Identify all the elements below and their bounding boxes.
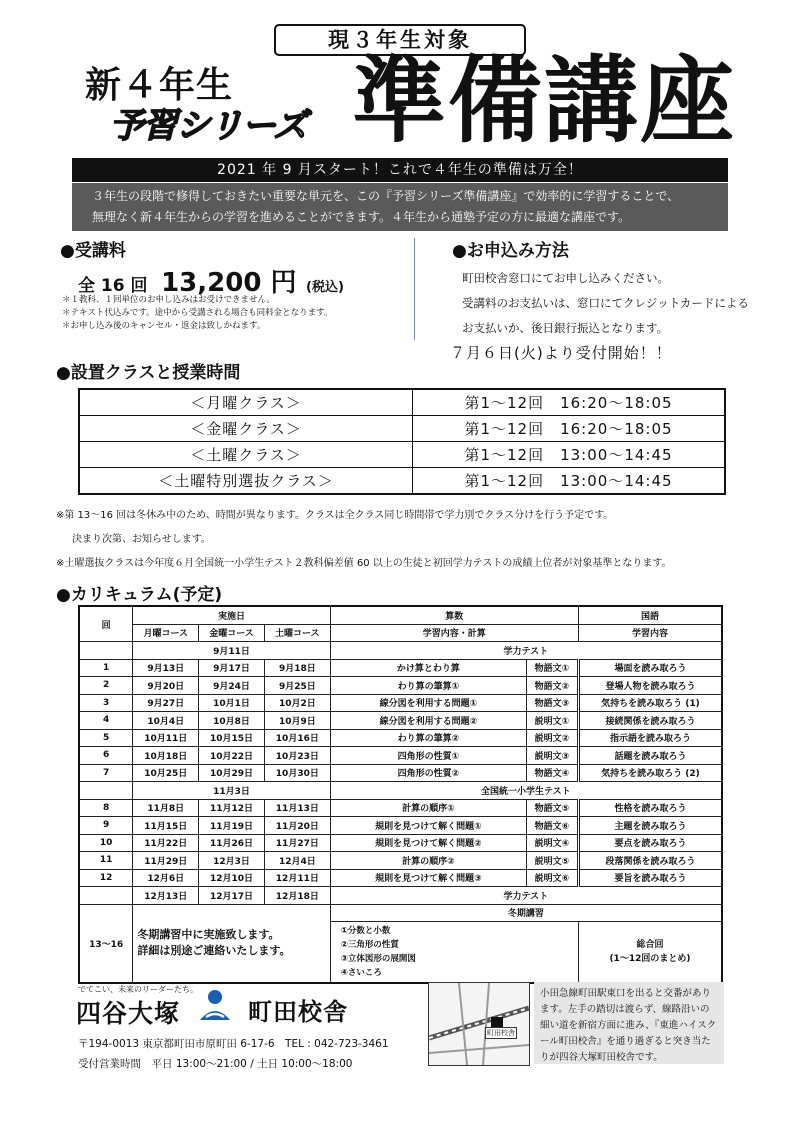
fee-price: 13,200 円 (161, 268, 297, 298)
col-math-sub: 学習内容・計算 (330, 624, 578, 642)
date-sat: 9月18日 (264, 659, 330, 677)
date-fri: 11月12日 (199, 799, 265, 817)
test-date-mon: 12月13日 (133, 887, 199, 905)
footer-hours: 受付営業時間 平日 13:00～21:00 / 土日 10:00～18:00 (78, 1058, 353, 1070)
session-number: 9 (79, 817, 133, 835)
winter-message (133, 904, 330, 983)
col-kai: 回 (79, 606, 133, 642)
col-math: 算数 (330, 606, 578, 624)
math-topic: 規則を見つけて解く問題① (330, 817, 526, 835)
class-time (413, 442, 726, 468)
date-mon: 10月25日 (133, 764, 199, 782)
test-row (79, 782, 722, 800)
table-row (79, 799, 722, 817)
table-row (79, 817, 722, 835)
test-date: 11月3日 (133, 782, 330, 800)
class-hours: 16:20～18:05 (560, 394, 673, 412)
date-sat: 12月11日 (264, 869, 330, 887)
class-name: ＜土曜特別選抜クラス＞ (79, 468, 413, 495)
math-topic: 線分図を利用する問題① (330, 694, 526, 712)
apply-line: お支払いか、後日銀行振込となります。 (462, 321, 669, 335)
table-row (79, 659, 722, 677)
date-mon: 11月22日 (133, 834, 199, 852)
date-fri: 10月22日 (199, 747, 265, 765)
class-sessions: 第1～12回 (464, 472, 545, 490)
class-time (413, 416, 726, 442)
math-topic: 線分図を利用する問題② (330, 712, 526, 730)
apply-start: ７月６日(火)より受付開始！！ (450, 344, 672, 362)
directions-box: 小田急線町田駅東口を出ると交番があります。左手の踏切は渡らず、線路沿いの細い道を新宿方面に進み、『東進ハイスクール町田校舎』を通り過ぎると突き当たりが四谷大塚町田校舎です。 (534, 982, 724, 1064)
date-fri: 10月1日 (199, 694, 265, 712)
school-name: 町田校舎 (248, 998, 348, 1026)
curriculum-heading: ●カリキュラム(予定) (56, 585, 223, 605)
col-fri: 金曜コース (199, 624, 265, 642)
test-date: 9月11日 (133, 642, 330, 660)
table-row (79, 764, 722, 782)
date-fri: 11月19日 (199, 817, 265, 835)
jp-type: 物語文② (527, 677, 579, 695)
classes-heading: ●設置クラスと授業時間 (56, 363, 241, 383)
math-topic: 規則を見つけて解く問題③ (330, 869, 526, 887)
math-topic: かけ算とわり算 (330, 659, 526, 677)
jp-topic: 接続関係を読み取ろう (578, 712, 722, 730)
math-topic: 四角形の性質① (330, 747, 526, 765)
brand-name: 四谷大塚 (76, 999, 181, 1028)
jp-type: 物語文① (527, 659, 579, 677)
date-sat: 10月23日 (264, 747, 330, 765)
class-note: ※土曜選抜クラスは今年度６月全国統一小学生テスト２教科偏差値 60 以上の生徒と初回学力テストの成績上位者が対象基準となります。 (56, 558, 672, 569)
winter-math-item: ④さいころ (340, 968, 382, 978)
winter-jp (578, 922, 722, 984)
jp-type: 説明文② (527, 729, 579, 747)
fee-tax: (税込) (306, 280, 344, 295)
winter-math-item: ③立体図形の展開図 (340, 954, 416, 964)
class-sessions: 第1～12回 (464, 394, 545, 412)
date-fri: 12月10日 (199, 869, 265, 887)
jp-topic: 主題を読み取ろう (578, 817, 722, 835)
col-mon: 月曜コース (133, 624, 199, 642)
winter-msg-line: 冬期講習中に実施致します。 (137, 928, 280, 942)
table-row (79, 729, 722, 747)
class-hours: 13:00～14:45 (560, 472, 673, 490)
jp-topic: 気持ちを読み取ろう (1) (578, 694, 722, 712)
winter-jp-line: (1～12回のまとめ) (609, 954, 691, 964)
col-jp: 国語 (578, 606, 722, 624)
date-mon: 10月11日 (133, 729, 199, 747)
date-fri: 10月8日 (199, 712, 265, 730)
access-map (428, 982, 530, 1066)
curriculum-table (78, 605, 723, 984)
date-mon: 12月6日 (133, 869, 199, 887)
intro-box (72, 183, 728, 231)
math-topic: わり算の筆算② (330, 729, 526, 747)
winter-math-item: ②三角形の性質 (340, 940, 399, 950)
col-sat: 土曜コース (264, 624, 330, 642)
table-row (79, 694, 722, 712)
session-number: 10 (79, 834, 133, 852)
footer-address: 〒194-0013 東京都町田市原町田 6-17-6 TEL : 042-723-3461 (78, 1038, 389, 1050)
date-sat: 12月4日 (264, 852, 330, 870)
date-mon: 9月27日 (133, 694, 199, 712)
class-time (413, 389, 726, 416)
math-topic: 計算の順序① (330, 799, 526, 817)
test-date-fri: 12月17日 (199, 887, 265, 905)
table-row (79, 677, 722, 695)
session-number: 11 (79, 852, 133, 870)
apply-line: 受講料のお支払いは、窓口にてクレジットカードによる (462, 296, 749, 310)
fee-notes (62, 294, 332, 333)
date-mon: 9月13日 (133, 659, 199, 677)
header-row (79, 606, 722, 624)
winter-label-row (79, 904, 722, 922)
winter-n: 13～16 (79, 904, 133, 983)
winter-label: 冬期講習 (330, 904, 722, 922)
apply-line: 町田校舎窓口にてお申し込みください。 (462, 271, 669, 285)
grade-title: 新４年生 (85, 65, 234, 106)
intro-line-2: 無理なく新４年生からの学習を進めることができます。４年生から通塾予定の方に最適な講座です。 (92, 210, 631, 224)
fee-note: ＊お申し込み後のキャンセル・返金は致しかねます。 (62, 321, 266, 331)
intro-line-1: ３年生の段階で修得しておきたい重要な単元を、この『予習シリーズ準備講座』で効率的に学習することで、 (92, 189, 680, 203)
test-label: 全国統一小学生テスト (330, 782, 722, 800)
class-notes (56, 504, 796, 576)
col-date: 実施日 (133, 606, 330, 624)
session-number: 6 (79, 747, 133, 765)
date-sat: 11月13日 (264, 799, 330, 817)
date-mon: 11月15日 (133, 817, 199, 835)
divider-vertical (414, 238, 415, 340)
session-number: 7 (79, 764, 133, 782)
math-topic: 計算の順序② (330, 852, 526, 870)
header-row (79, 624, 722, 642)
jp-type: 説明文⑥ (527, 869, 579, 887)
date-fri: 12月3日 (199, 852, 265, 870)
class-time (413, 468, 726, 495)
date-mon: 11月8日 (133, 799, 199, 817)
date-sat: 10月9日 (264, 712, 330, 730)
jp-topic: 登場人物を読み取ろう (578, 677, 722, 695)
date-sat: 11月20日 (264, 817, 330, 835)
fee-note: ＊テキスト代込みです。途中から受講される場合も同料金となります。 (62, 308, 333, 318)
table-row (79, 712, 722, 730)
jp-type: 説明文⑤ (527, 852, 579, 870)
date-mon: 10月4日 (133, 712, 199, 730)
class-note: 決まり次第、お知らせします。 (72, 534, 211, 545)
table-row (79, 834, 722, 852)
session-number: 5 (79, 729, 133, 747)
table-row (79, 869, 722, 887)
session-number: 1 (79, 659, 133, 677)
date-mon: 9月20日 (133, 677, 199, 695)
target-badge: 現３年生対象 (274, 24, 526, 56)
jp-type: 説明文④ (527, 834, 579, 852)
test-label: 学力テスト (330, 642, 722, 660)
winter-math-item: ①分数と小数 (340, 926, 391, 936)
winter-msg-line: 詳細は別途ご連絡いたします。 (137, 944, 291, 958)
class-name: ＜金曜クラス＞ (79, 416, 413, 442)
jp-topic: 場面を読み取ろう (578, 659, 722, 677)
date-fri: 9月24日 (199, 677, 265, 695)
date-sat: 11月27日 (264, 834, 330, 852)
banner: 2021 年 9 月スタート！これで４年生の準備は万全！ (72, 158, 728, 182)
jp-topic: 要旨を読み取ろう (578, 869, 722, 887)
table-row (79, 852, 722, 870)
session-number: 12 (79, 869, 133, 887)
test-row (79, 642, 722, 660)
jp-topic: 要点を読み取ろう (578, 834, 722, 852)
class-name: ＜土曜クラス＞ (79, 442, 413, 468)
date-sat: 9月25日 (264, 677, 330, 695)
apply-text (462, 266, 749, 341)
date-sat: 10月30日 (264, 764, 330, 782)
jp-topic: 気持ちを読み取ろう (2) (578, 764, 722, 782)
main-title: 準備講座 (352, 47, 737, 156)
test-date-sat: 12月18日 (264, 887, 330, 905)
class-sessions: 第1～12回 (464, 446, 545, 464)
date-fri: 10月15日 (199, 729, 265, 747)
map-label: 町田校舎 (487, 1029, 515, 1037)
class-sessions: 第1～12回 (464, 420, 545, 438)
jp-type: 物語文⑥ (527, 817, 579, 835)
series-title: 予習シリーズ (110, 106, 307, 146)
brand-logo-icon (198, 986, 232, 1026)
date-fri: 11月26日 (199, 834, 265, 852)
class-name: ＜月曜クラス＞ (79, 389, 413, 416)
table-row (79, 442, 725, 468)
table-row (79, 747, 722, 765)
fee-note: ＊１教科、１回単位のお申し込みはお受けできません。 (62, 295, 276, 305)
table-row (79, 416, 725, 442)
date-mon: 11月29日 (133, 852, 199, 870)
date-sat: 10月2日 (264, 694, 330, 712)
fee-heading: ●受講料 (60, 241, 126, 261)
test-label: 学力テスト (330, 887, 722, 905)
session-number: 2 (79, 677, 133, 695)
session-number: 4 (79, 712, 133, 730)
jp-type: 説明文③ (527, 747, 579, 765)
math-topic: 四角形の性質② (330, 764, 526, 782)
table-row (79, 389, 725, 416)
session-number: 8 (79, 799, 133, 817)
class-note: ※第 13～16 回は冬休み中のため、時間が異なります。クラスは全クラス同じ時間帯で学力別でクラス分けを行う予定です。 (56, 510, 614, 521)
test-row (79, 887, 722, 905)
date-fri: 10月29日 (199, 764, 265, 782)
fee-count: 全 16 回 (78, 276, 148, 296)
date-fri: 9月17日 (199, 659, 265, 677)
footer-tagline: でてこい、未来のリーダーたち。 (78, 985, 198, 994)
col-jp-sub: 学習内容 (578, 624, 722, 642)
class-hours: 16:20～18:05 (560, 420, 673, 438)
jp-type: 物語文⑤ (527, 799, 579, 817)
jp-topic: 段落関係を読み取ろう (578, 852, 722, 870)
winter-jp-line: 総合回 (636, 940, 664, 950)
jp-type: 物語文③ (527, 694, 579, 712)
session-number: 3 (79, 694, 133, 712)
winter-math (330, 922, 578, 984)
date-mon: 10月18日 (133, 747, 199, 765)
math-topic: わり算の筆算① (330, 677, 526, 695)
jp-topic: 性格を読み取ろう (578, 799, 722, 817)
date-sat: 10月16日 (264, 729, 330, 747)
table-row (79, 468, 725, 495)
jp-type: 説明文① (527, 712, 579, 730)
jp-topic: 話題を読み取ろう (578, 747, 722, 765)
class-hours: 13:00～14:45 (560, 446, 673, 464)
jp-topic: 指示語を読み取ろう (578, 729, 722, 747)
apply-heading: ●お申込み方法 (452, 241, 569, 261)
math-topic: 規則を見つけて解く問題② (330, 834, 526, 852)
jp-type: 物語文④ (527, 764, 579, 782)
class-schedule-table (78, 388, 726, 495)
